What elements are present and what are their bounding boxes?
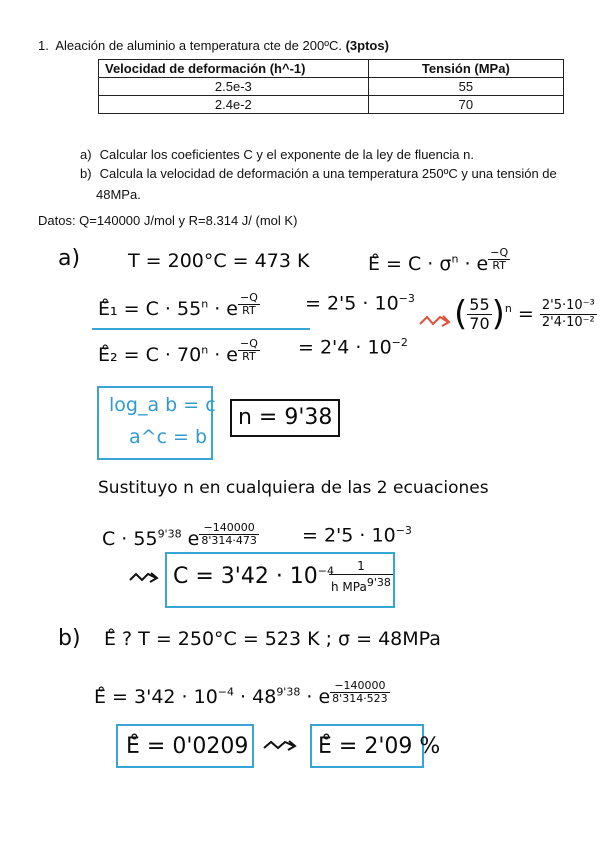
subquestion-text: Calcula la velocidad de deformación a una temperatura 250ºC y una tensión de: [99, 166, 557, 181]
part-a-label: a): [58, 246, 81, 271]
part-b-label: b): [58, 626, 81, 651]
b-result: Ε̊ = 0'0209: [126, 734, 249, 759]
law-frac-den: RT: [492, 259, 506, 272]
subquestion-b: [80, 163, 570, 205]
arrow-icon: [418, 312, 452, 330]
subquestion-a: [80, 144, 474, 165]
law-frac: [488, 247, 510, 272]
implies-arrow-icon: [262, 738, 300, 754]
n-result-box: [230, 399, 340, 437]
problem-title-text: Aleación de aluminio a temperatura cte de 200ºC.: [55, 38, 342, 53]
b-result-box: [116, 724, 254, 768]
law-e: · e: [464, 252, 489, 275]
divider-line: [92, 327, 312, 331]
subquestion-text-cont: 48MPa.: [96, 187, 141, 202]
table-cell: 55: [368, 78, 563, 96]
table-header-row: [99, 60, 564, 78]
c-result: $C = 3'42 \cdot 10^{-4}$: [173, 564, 335, 589]
eq1-lhs: Ε̊₁ = C · 55: [98, 297, 202, 320]
problem-title: [38, 38, 389, 54]
table-cell: 70: [368, 96, 563, 114]
law-frac-num: −Q: [490, 246, 509, 259]
header-tension: Tensión (MPa): [368, 60, 563, 78]
log-rule-1: log_a b = c: [109, 394, 216, 416]
ratio-rhs: $\frac{\text{2'5·10⁻³}}{\text{2'4·10⁻²}}$: [541, 297, 595, 330]
ratio-equation: ( $\frac{55}{70}$ )$^n$ = $\frac{\text{2'5·10⁻³}}{\text{2'4·10⁻²}}$: [454, 294, 595, 334]
n-result: n = 9'38: [238, 405, 333, 430]
table-cell: 2.5e-3: [99, 78, 369, 96]
substitute-text: Sustituyo n en cualquiera de las 2 ecuaciones: [98, 478, 489, 498]
b-equation: Ε̊ = $3'42 \cdot 10^{-4} \cdot 48^{9'38} \cdot e$ $^{\frac{-140000}{8'314\cdot 523}}$: [94, 679, 388, 708]
c-result-box: [165, 552, 395, 608]
b-result-pct-box: [310, 724, 441, 768]
eq1: Ε̊₁ = $C \cdot 55^n \cdot e$ $^{\frac{-Q}{RT}}$: [98, 291, 258, 320]
subquestion-label: b): [80, 166, 92, 181]
table-row: [99, 78, 564, 96]
b-result-pct: Ε̊ = 2'09 %: [318, 734, 441, 759]
subquestion-label: a): [80, 147, 92, 162]
header-velocidad: Velocidad de deformación (h^-1): [99, 60, 369, 78]
problem-number: 1.: [38, 38, 49, 53]
ratio-frac: $\frac{55}{70}$: [469, 294, 490, 333]
eq2: Ε̊₂ = $C \cdot 70^n \cdot e$ $^{\frac{-Q}{RT}}$: [98, 337, 258, 366]
log-rule-box: [97, 386, 216, 460]
implies-arrow-icon: [128, 570, 160, 586]
datos-line: Datos: Q=140000 J/mol y R=8.314 J/ (mol K): [38, 213, 298, 228]
subquestion-text: Calcular los coeficientes C y el exponente de la ley de fluencia n.: [99, 147, 474, 162]
data-table: [98, 59, 564, 114]
eq1-rhs: = $2'5 \cdot 10^{-3}$: [305, 292, 415, 315]
eq2-lhs: Ε̊₂ = C · 70: [98, 343, 202, 366]
eq2-rhs: = $2'4 \cdot 10^{-2}$: [298, 336, 408, 359]
b-question: Ε̊ ? T = 250°C = 523 K ; σ = 48MPa: [104, 628, 441, 650]
law-exp: n: [451, 252, 459, 266]
c-unit: $\frac{1}{h MPa^{9'38}}$: [331, 559, 391, 594]
sub-equation: $C \cdot 55^{9'38}$ e $^{\frac{-140000}{8'314\cdot 473}}$: [102, 521, 257, 550]
creep-law: [368, 247, 510, 275]
table-row: [99, 96, 564, 114]
log-rule-2: a^c = b: [129, 426, 208, 448]
law-lhs: Ε̊ = C · σ: [368, 252, 452, 275]
table-cell: 2.4e-2: [99, 96, 369, 114]
sub-rhs: = $2'5 \cdot 10^{-3}$: [302, 524, 412, 547]
temp-a: T = 200°C = 473 K: [128, 250, 310, 272]
problem-points: (3ptos): [345, 38, 389, 53]
